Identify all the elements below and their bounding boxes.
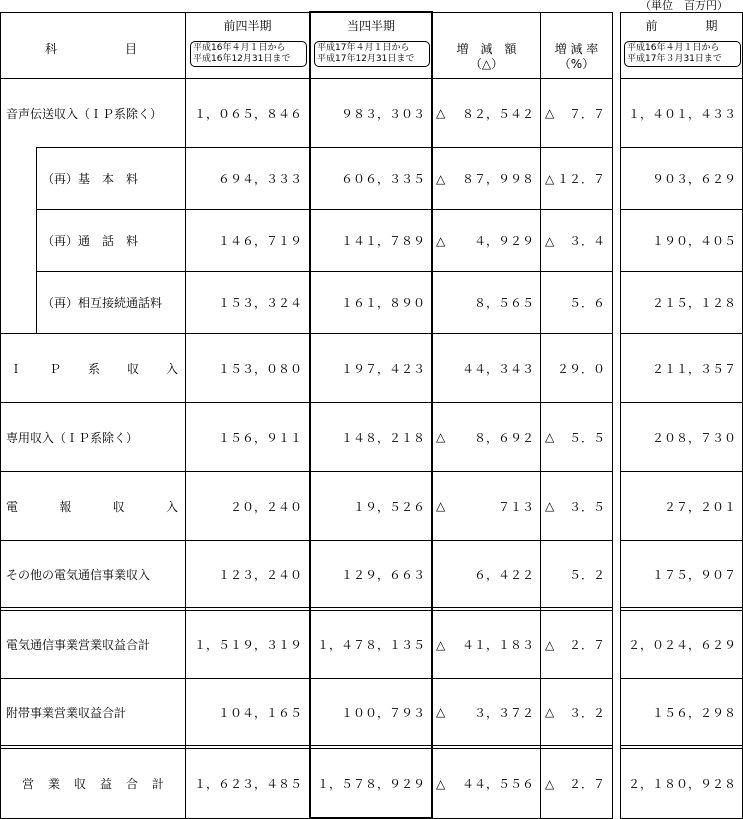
change-rate-value: ２．７ xyxy=(568,777,605,791)
row-label: Ｉ Ｐ 系 収 入 xyxy=(10,361,178,376)
prev-year-value: ２，１８０，９２８ xyxy=(627,777,736,791)
curr-quarter-value: ６０６，３３５ xyxy=(340,172,425,186)
header-prev-quarter-title: 前四半期 xyxy=(223,19,272,33)
prev-year-period-line1: 平成16年４月１日から xyxy=(627,43,720,53)
change-rate-negative-mark: △ xyxy=(545,637,555,652)
row-label: （再）相互接続通話料 xyxy=(42,296,163,310)
row-label: （再）通 話 料 xyxy=(42,234,139,248)
change-rate-value: ３．２ xyxy=(568,705,605,720)
header-curr-quarter-title: 当四半期 xyxy=(346,19,395,33)
change-rate-value: ２．７ xyxy=(568,638,605,652)
row-sep-10a-r xyxy=(620,745,743,746)
prev-quarter-period-line2: 平成16年12月31日まで xyxy=(193,54,291,64)
prev-quarter-value: １５３，０８０ xyxy=(217,361,302,376)
row-label: その他の電気通信事業収入 xyxy=(6,567,151,582)
curr-box-top xyxy=(309,11,433,13)
curr-quarter-value: １４８，２１８ xyxy=(340,430,425,445)
header-curr-quarter-period xyxy=(314,41,430,67)
change-amount-negative-mark: △ xyxy=(436,171,446,186)
change-rate-value: ５．６ xyxy=(568,296,605,310)
change-rate-value: ５．５ xyxy=(568,430,605,445)
curr-quarter-value: １２９，６６３ xyxy=(340,567,425,582)
change-rate-negative-mark: △ xyxy=(545,233,555,248)
curr-quarter-value: １，５７８，９２９ xyxy=(316,777,425,791)
row-sep-10a xyxy=(0,745,613,746)
header-change-rate: 増 減 率 xyxy=(554,42,599,56)
prev-year-value: １７５，９０７ xyxy=(651,567,736,582)
header-change-rate-sub: （%） xyxy=(558,57,595,71)
change-amount-value: ８，６９２ xyxy=(473,430,534,445)
row-label: 音声伝送収入（ＩＰ系除く） xyxy=(6,106,163,121)
change-rate-value: ２９．０ xyxy=(556,361,605,376)
prev-year-top-border xyxy=(620,12,743,13)
row-label: 電気通信事業営業収益合計 xyxy=(6,638,151,652)
prev-quarter-value: １，５１９，３１９ xyxy=(193,638,302,652)
row-label: 電 報 収 入 xyxy=(6,499,178,514)
change-amount-value: ８７，９９８ xyxy=(461,172,534,186)
prev-quarter-value: １２３，２４０ xyxy=(217,567,302,582)
change-amount-value: ３，３７２ xyxy=(473,705,534,720)
change-amount-negative-mark: △ xyxy=(436,776,446,791)
curr-quarter-value: ９８３，３０３ xyxy=(340,106,425,121)
change-amount-value: ８２，５４２ xyxy=(461,106,534,121)
change-rate-value: ３．４ xyxy=(568,234,605,248)
prev-quarter-value: １５６，９１１ xyxy=(217,430,302,445)
change-amount-value: ４，９２９ xyxy=(473,234,534,248)
prev-quarter-value: １４６，７１９ xyxy=(217,234,302,248)
change-amount-negative-mark: △ xyxy=(436,705,446,719)
curr-quarter-value: １６１，８９０ xyxy=(340,296,425,310)
prev-year-value: １５６，２９８ xyxy=(651,705,736,720)
prev-year-value: １９０，４０５ xyxy=(651,234,736,248)
change-rate-value: ３．５ xyxy=(568,499,605,514)
change-amount-value: ４４，３４３ xyxy=(461,361,534,376)
table-left-border xyxy=(0,12,1,819)
change-rate-value: １２．７ xyxy=(556,172,605,186)
curr-quarter-period-line1: 平成17年４月１日から xyxy=(317,43,410,53)
header-prev-quarter-period xyxy=(190,41,307,67)
row-label: 営 業 収 益 合 計 xyxy=(22,777,164,791)
change-rate-negative-mark: △ xyxy=(545,430,555,444)
header-prev-year-title: 前 期 xyxy=(645,19,718,33)
prev-year-value: ２０８，７３０ xyxy=(651,430,736,445)
header-prev-year-period xyxy=(624,41,741,67)
prev-quarter-value: ２０，２４０ xyxy=(229,499,302,514)
table-top-border xyxy=(0,12,613,13)
prev-quarter-value: ６９４，３３３ xyxy=(217,172,302,186)
change-amount-negative-mark: △ xyxy=(436,430,446,444)
prev-year-value: ２，０２４，６２９ xyxy=(627,638,736,652)
prev-quarter-period-line1: 平成16年４月１日から xyxy=(193,43,286,53)
change-rate-value: ７．７ xyxy=(568,106,605,121)
row-label: 専用収入（ＩＰ系除く） xyxy=(6,430,139,445)
prev-quarter-value: １５３，３２４ xyxy=(217,296,302,310)
change-rate-negative-mark: △ xyxy=(545,499,555,513)
header-change-amount-sub: （△） xyxy=(469,57,504,71)
row-label: （再）基 本 料 xyxy=(42,172,139,186)
prev-quarter-value: １０４，１６５ xyxy=(217,705,302,720)
change-rate-negative-mark: △ xyxy=(545,705,555,719)
curr-quarter-value: １００，７９３ xyxy=(340,705,425,720)
change-amount-value: ４４，５５６ xyxy=(461,777,534,791)
change-amount-negative-mark: △ xyxy=(436,106,446,120)
indent-sep xyxy=(36,147,37,333)
header-change-amount: 増 減 額 xyxy=(456,42,517,56)
change-amount-value: ７１３ xyxy=(497,499,534,514)
change-rate-value: ５．２ xyxy=(568,567,605,582)
change-rate-negative-mark: △ xyxy=(545,106,555,120)
change-rate-negative-mark: △ xyxy=(545,171,555,186)
prev-year-period-line2: 平成17年３月31日まで xyxy=(627,54,722,64)
curr-quarter-value: １４１，７８９ xyxy=(340,234,425,248)
prev-year-value: ９０３，６２９ xyxy=(651,172,736,186)
curr-quarter-period-line2: 平成17年12月31日まで xyxy=(317,54,415,64)
table-right-border xyxy=(612,12,613,819)
prev-quarter-value: １，６２３，４８５ xyxy=(193,777,302,791)
change-rate-negative-mark: △ xyxy=(545,776,555,791)
change-amount-negative-mark: △ xyxy=(436,637,446,652)
change-amount-value: ６，４２２ xyxy=(473,567,534,582)
prev-year-value: １，４０１，４３３ xyxy=(627,106,736,121)
unit-note: （単位 百万円） xyxy=(640,0,728,12)
prev-year-value: ２１１，３５７ xyxy=(651,361,736,376)
change-amount-negative-mark: △ xyxy=(436,233,446,248)
prev-quarter-value: １，０６５，８４６ xyxy=(193,106,302,121)
prev-year-value: ２７，２０１ xyxy=(663,499,736,514)
prev-year-value: ２１５，１２８ xyxy=(651,296,736,310)
row-sep-8a-r xyxy=(620,607,743,608)
curr-quarter-value: １，４７８，１３５ xyxy=(316,638,425,652)
row-sep-8a xyxy=(0,607,613,608)
curr-quarter-value: １９，５２６ xyxy=(352,499,425,514)
change-amount-value: ８，５６５ xyxy=(473,296,534,310)
curr-quarter-value: １９７，４２３ xyxy=(340,361,425,376)
change-amount-value: ４１，１８３ xyxy=(461,638,534,652)
header-subject: 科 目 xyxy=(44,42,145,56)
row-label: 附帯事業営業収益合計 xyxy=(6,705,127,720)
change-amount-negative-mark: △ xyxy=(436,499,446,513)
